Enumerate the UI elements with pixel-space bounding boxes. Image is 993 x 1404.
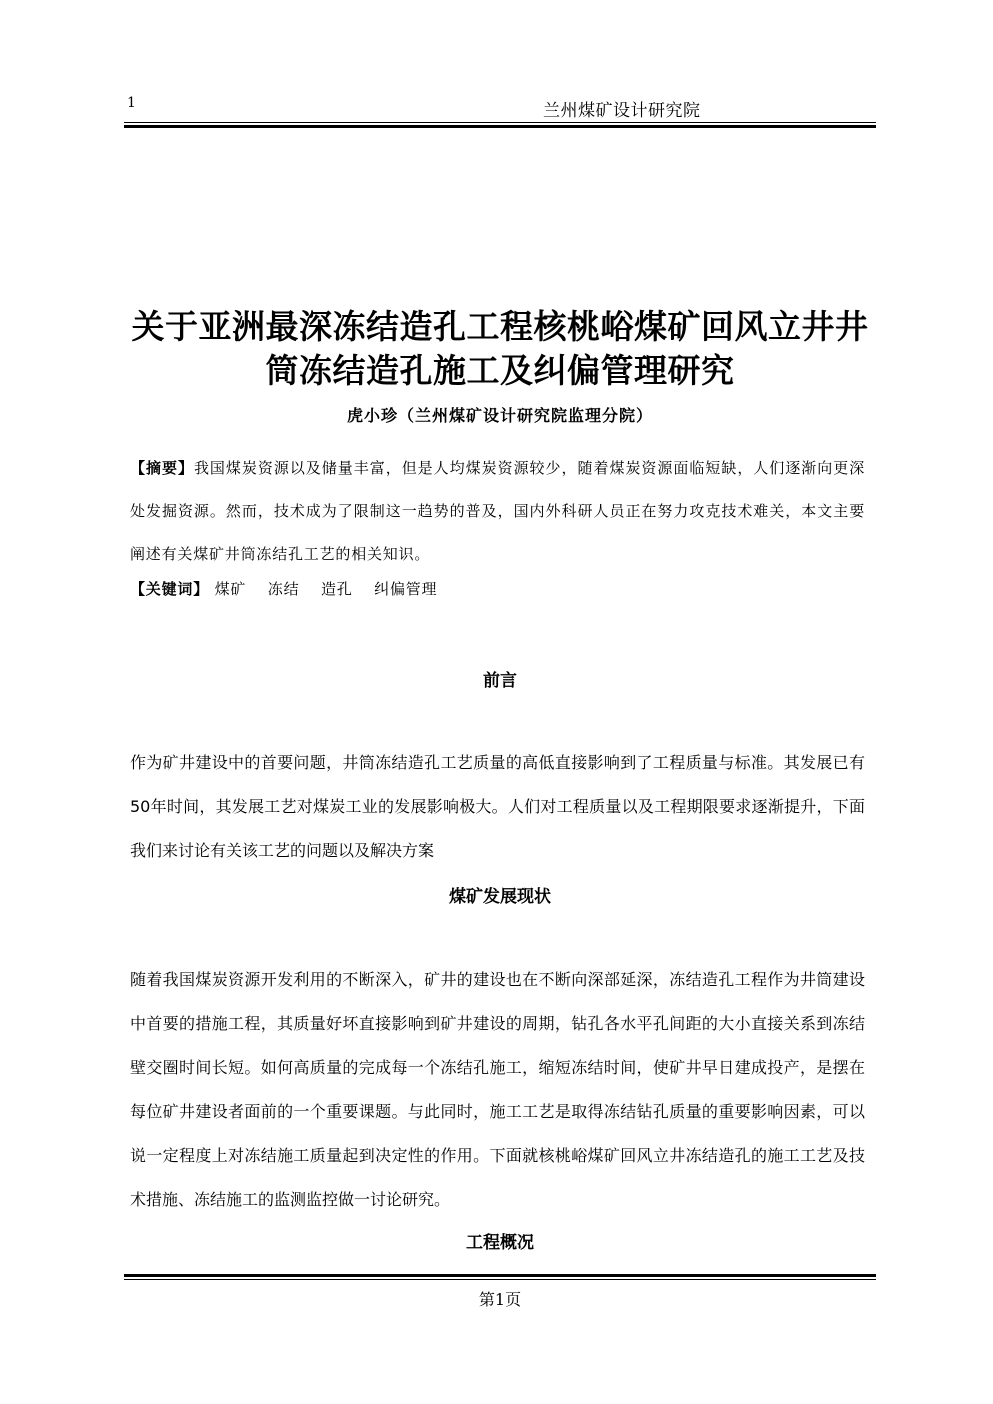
keyword-item: 造孔 <box>320 580 353 598</box>
abstract-label: 【摘要】 <box>130 459 194 477</box>
keywords-line <box>130 578 865 599</box>
header-page-number: 1 <box>127 95 136 111</box>
section-heading-overview: 工程概况 <box>466 1233 534 1253</box>
footer-page-label: 第1页 <box>478 1290 522 1309</box>
footer-rule-thin <box>124 1279 876 1280</box>
section-heading-preface: 前言 <box>483 671 517 691</box>
section-paragraph-status: 随着我国煤炭资源开发利用的不断深入，矿井的建设也在不断向深部延深，冻结造孔工程作为井筒建设中首要的措施工程，其质量好坏直接影响到矿井建设的周期，钻孔各水平孔间距的大小直接关系到冻结壁交圈时间长短。如何高质量的完成每一个冻结孔施工，缩短冻结时间，使矿井早日建成投产，是摆在每位矿井建设者面前的一个重要课题。与此同时，施工工艺是取得冻结钻孔质量的重要影响因素，可以说一定程度上对冻结施工质量起到决定性的作用。下面就核桃峪煤矿回风立井冻结造孔的施工工艺及技术措施、冻结施工的监测监控做一讨论研究。 <box>130 970 865 1209</box>
keyword-item: 冻结 <box>267 580 300 598</box>
header-rule-thick <box>124 125 876 128</box>
header-rule-thin <box>124 122 876 123</box>
section-paragraph-preface: 作为矿井建设中的首要问题，井筒冻结造孔工艺质量的高低直接影响到了工程质量与标准。其发展已有50年时间，其发展工艺对煤炭工业的发展影响极大。人们对工程质量以及工程期限要求逐渐提升，下面我们来讨论有关该工艺的问题以及解决方案 <box>130 753 865 860</box>
keyword-item: 煤矿 <box>214 580 247 598</box>
keyword-item: 纠偏管理 <box>374 580 438 598</box>
section-heading-status: 煤矿发展现状 <box>449 887 551 907</box>
header-organization: 兰州煤矿设计研究院 <box>543 101 701 121</box>
document-title: 关于亚洲最深冻结造孔工程核桃峪煤矿回风立井井筒冻结造孔施工及纠偏管理研究 <box>131 307 869 390</box>
author-line: 虎小珍（兰州煤矿设计研究院监理分院） <box>346 406 653 425</box>
keywords-label: 【关键词】 <box>130 580 210 598</box>
footer-rule-thick <box>124 1274 876 1277</box>
abstract-text: 我国煤炭资源以及储量丰富，但是人均煤炭资源较少，随着煤炭资源面临短缺，人们逐渐向更深处发掘资源。然而，技术成为了限制这一趋势的普及，国内外科研人员正在努力攻克技术难关，本文主要阐述有关煤矿井筒冻结孔工艺的相关知识。 <box>130 459 866 563</box>
abstract-paragraph <box>130 447 865 576</box>
